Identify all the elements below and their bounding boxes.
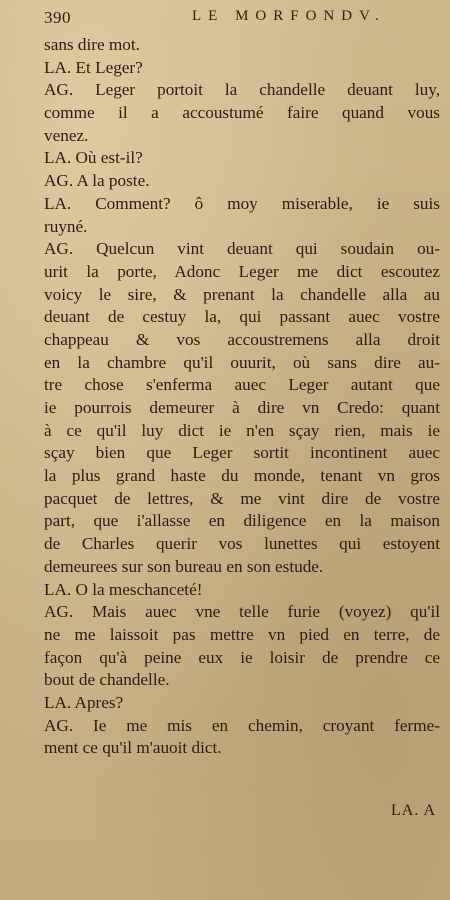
text-line: urit la porte, Adonc Leger me dict escoutez	[44, 261, 440, 281]
text-line: AG. Quelcun vint deuant qui soudain ou-	[44, 239, 440, 259]
text-line: pacquet de lettres, & me vint dire de vostre	[44, 488, 440, 508]
text-line: part, que i'allasse en diligence en la maison	[44, 511, 440, 531]
text-line: AG. A la poste.	[44, 171, 150, 191]
text-line: ie pourrois demeurer à dire vn Credo: quant	[44, 398, 440, 417]
text-line: en la chambre qu'il ouurit, où sans dire au-	[44, 352, 440, 372]
text-line: LA. Comment? ô moy miserable, ie suis	[44, 193, 440, 213]
page-number: 390	[44, 8, 71, 27]
text-line: LA. Apres?	[44, 692, 124, 712]
text-line: demeurees sur son bureau en son estude.	[44, 556, 324, 576]
text-line: AG. Leger portoit la chandelle deuant luy,	[44, 80, 440, 100]
text-line: de Charles querir vos lunettes qui estoyent	[44, 534, 440, 554]
text-line: sans dire mot.	[44, 35, 140, 54]
text-line: ruyné.	[44, 216, 88, 236]
running-title: LE MORFONDV.	[192, 8, 386, 24]
text-line: LA. O la meschanceté!	[44, 579, 203, 599]
text-line: LA. Et Leger?	[44, 57, 143, 77]
text-line: tre chose s'enferma auec Leger autant que	[44, 375, 440, 395]
text-line: façon qu'à peine eux ie loisir de prendre ce	[44, 647, 440, 667]
text-line: sçay bien que Leger sortit incontinent auec	[44, 443, 440, 463]
text-line: comme il a accoustumé faire quand vous	[44, 103, 440, 123]
text-line: venez.	[44, 125, 89, 145]
text-line: LA. Où est-il?	[44, 148, 143, 168]
page-body	[44, 34, 440, 760]
text-line: chappeau & vos accoustremens alla droit	[44, 329, 440, 349]
text-line: voicy le sire, & prenant la chandelle alla au	[44, 284, 440, 304]
page-header	[44, 8, 432, 34]
text-line: à ce qu'il luy dict ie n'en sçay rien, mais ie	[44, 420, 440, 440]
text-line: bout de chandelle.	[44, 670, 170, 690]
text-line: AG. Mais auec vne telle furie (voyez) qu'il	[44, 602, 440, 622]
text-line: deuant de cestuy la, qui passant auec vostre	[44, 307, 440, 327]
text-line: AG. Ie me mis en chemin, croyant ferme-	[44, 715, 440, 735]
text-line: la plus grand haste du monde, tenant vn gros	[44, 466, 440, 486]
text-line: ment ce qu'il m'auoit dict.	[44, 738, 222, 758]
catchword: LA. A	[391, 802, 436, 819]
text-line: ne me laissoit pas mettre vn pied en terre, de	[44, 624, 440, 644]
